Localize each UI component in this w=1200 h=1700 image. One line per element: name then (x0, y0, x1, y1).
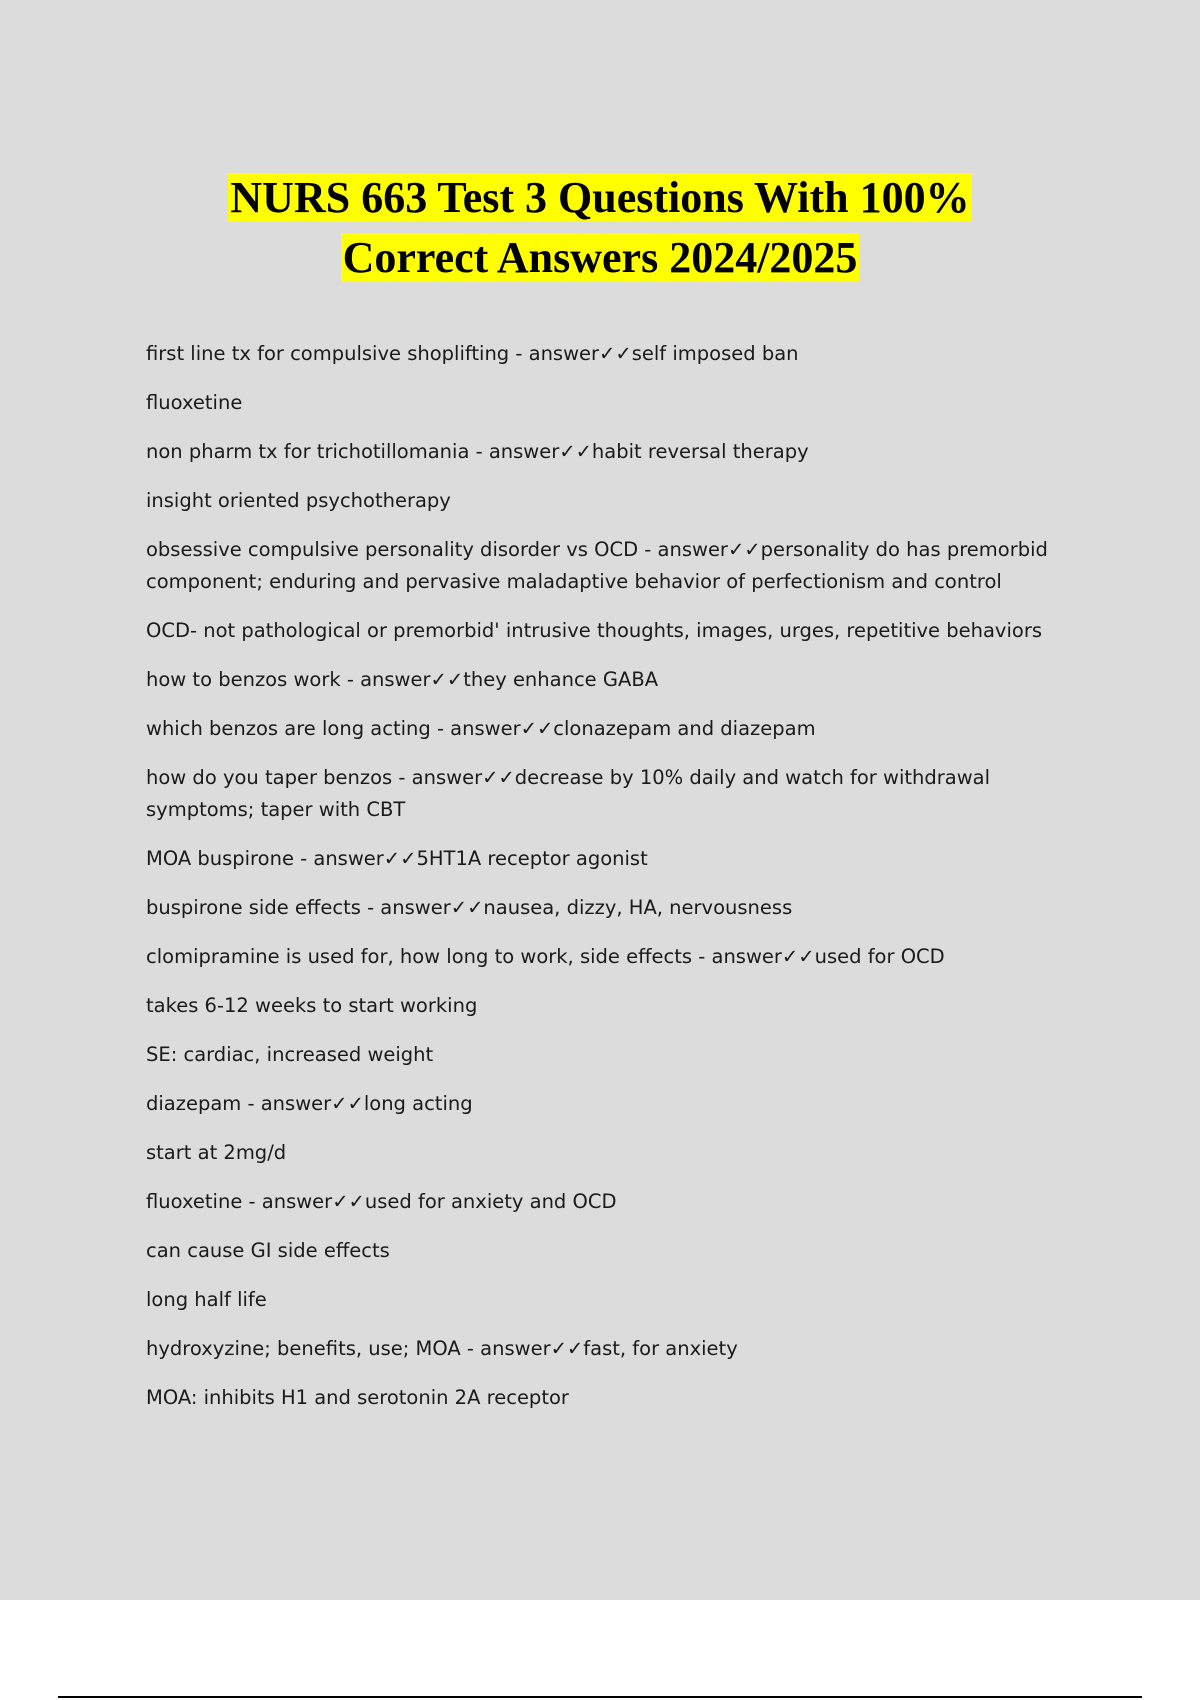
text-line: how do you taper benzos - answer✓✓decrease by 10% daily and watch for withdrawal symptoms; taper with CBT (146, 766, 991, 821)
text-line: insight oriented psychotherapy (146, 489, 451, 512)
text-line: buspirone side effects - answer✓✓nausea, dizzy, HA, nervousness (146, 896, 793, 919)
text-line: non pharm tx for trichotillomania - answer✓✓habit reversal therapy (146, 440, 809, 463)
title-line-1: NURS 663 Test 3 Questions With 100% (230, 173, 970, 222)
text-line: takes 6-12 weeks to start working (146, 994, 478, 1017)
question-answer-list (146, 338, 1066, 1431)
text-line: MOA: inhibits H1 and serotonin 2A receptor (146, 1386, 569, 1409)
text-line: long half life (146, 1288, 267, 1311)
text-line: OCD- not pathological or premorbid' intrusive thoughts, images, urges, repetitive behaviors (146, 619, 1043, 642)
text-line: hydroxyzine; benefits, use; MOA - answer✓✓fast, for anxiety (146, 1337, 738, 1360)
text-line: MOA buspirone - answer✓✓5HT1A receptor agonist (146, 847, 648, 870)
document-title (0, 168, 1200, 288)
text-line: SE: cardiac, increased weight (146, 1043, 434, 1066)
text-line: which benzos are long acting - answer✓✓clonazepam and diazepam (146, 717, 816, 740)
title-line-2: Correct Answers 2024/2025 (342, 233, 858, 282)
text-line: diazepam - answer✓✓long acting (146, 1092, 473, 1115)
text-line: start at 2mg/d (146, 1141, 287, 1164)
text-line: fluoxetine (146, 391, 243, 414)
text-line: how to benzos work - answer✓✓they enhance GABA (146, 668, 659, 691)
text-line: obsessive compulsive personality disorder vs OCD - answer✓✓personality do has premorbid component; enduring and pervasive maladaptive behavior of perfectionism and control (146, 538, 1048, 593)
text-line: fluoxetine - answer✓✓used for anxiety and OCD (146, 1190, 617, 1213)
text-line: clomipramine is used for, how long to work, side effects - answer✓✓used for OCD (146, 945, 945, 968)
footer-divider (58, 1696, 1142, 1698)
text-line: can cause GI side effects (146, 1239, 390, 1262)
text-line: first line tx for compulsive shoplifting - answer✓✓self imposed ban (146, 342, 799, 365)
